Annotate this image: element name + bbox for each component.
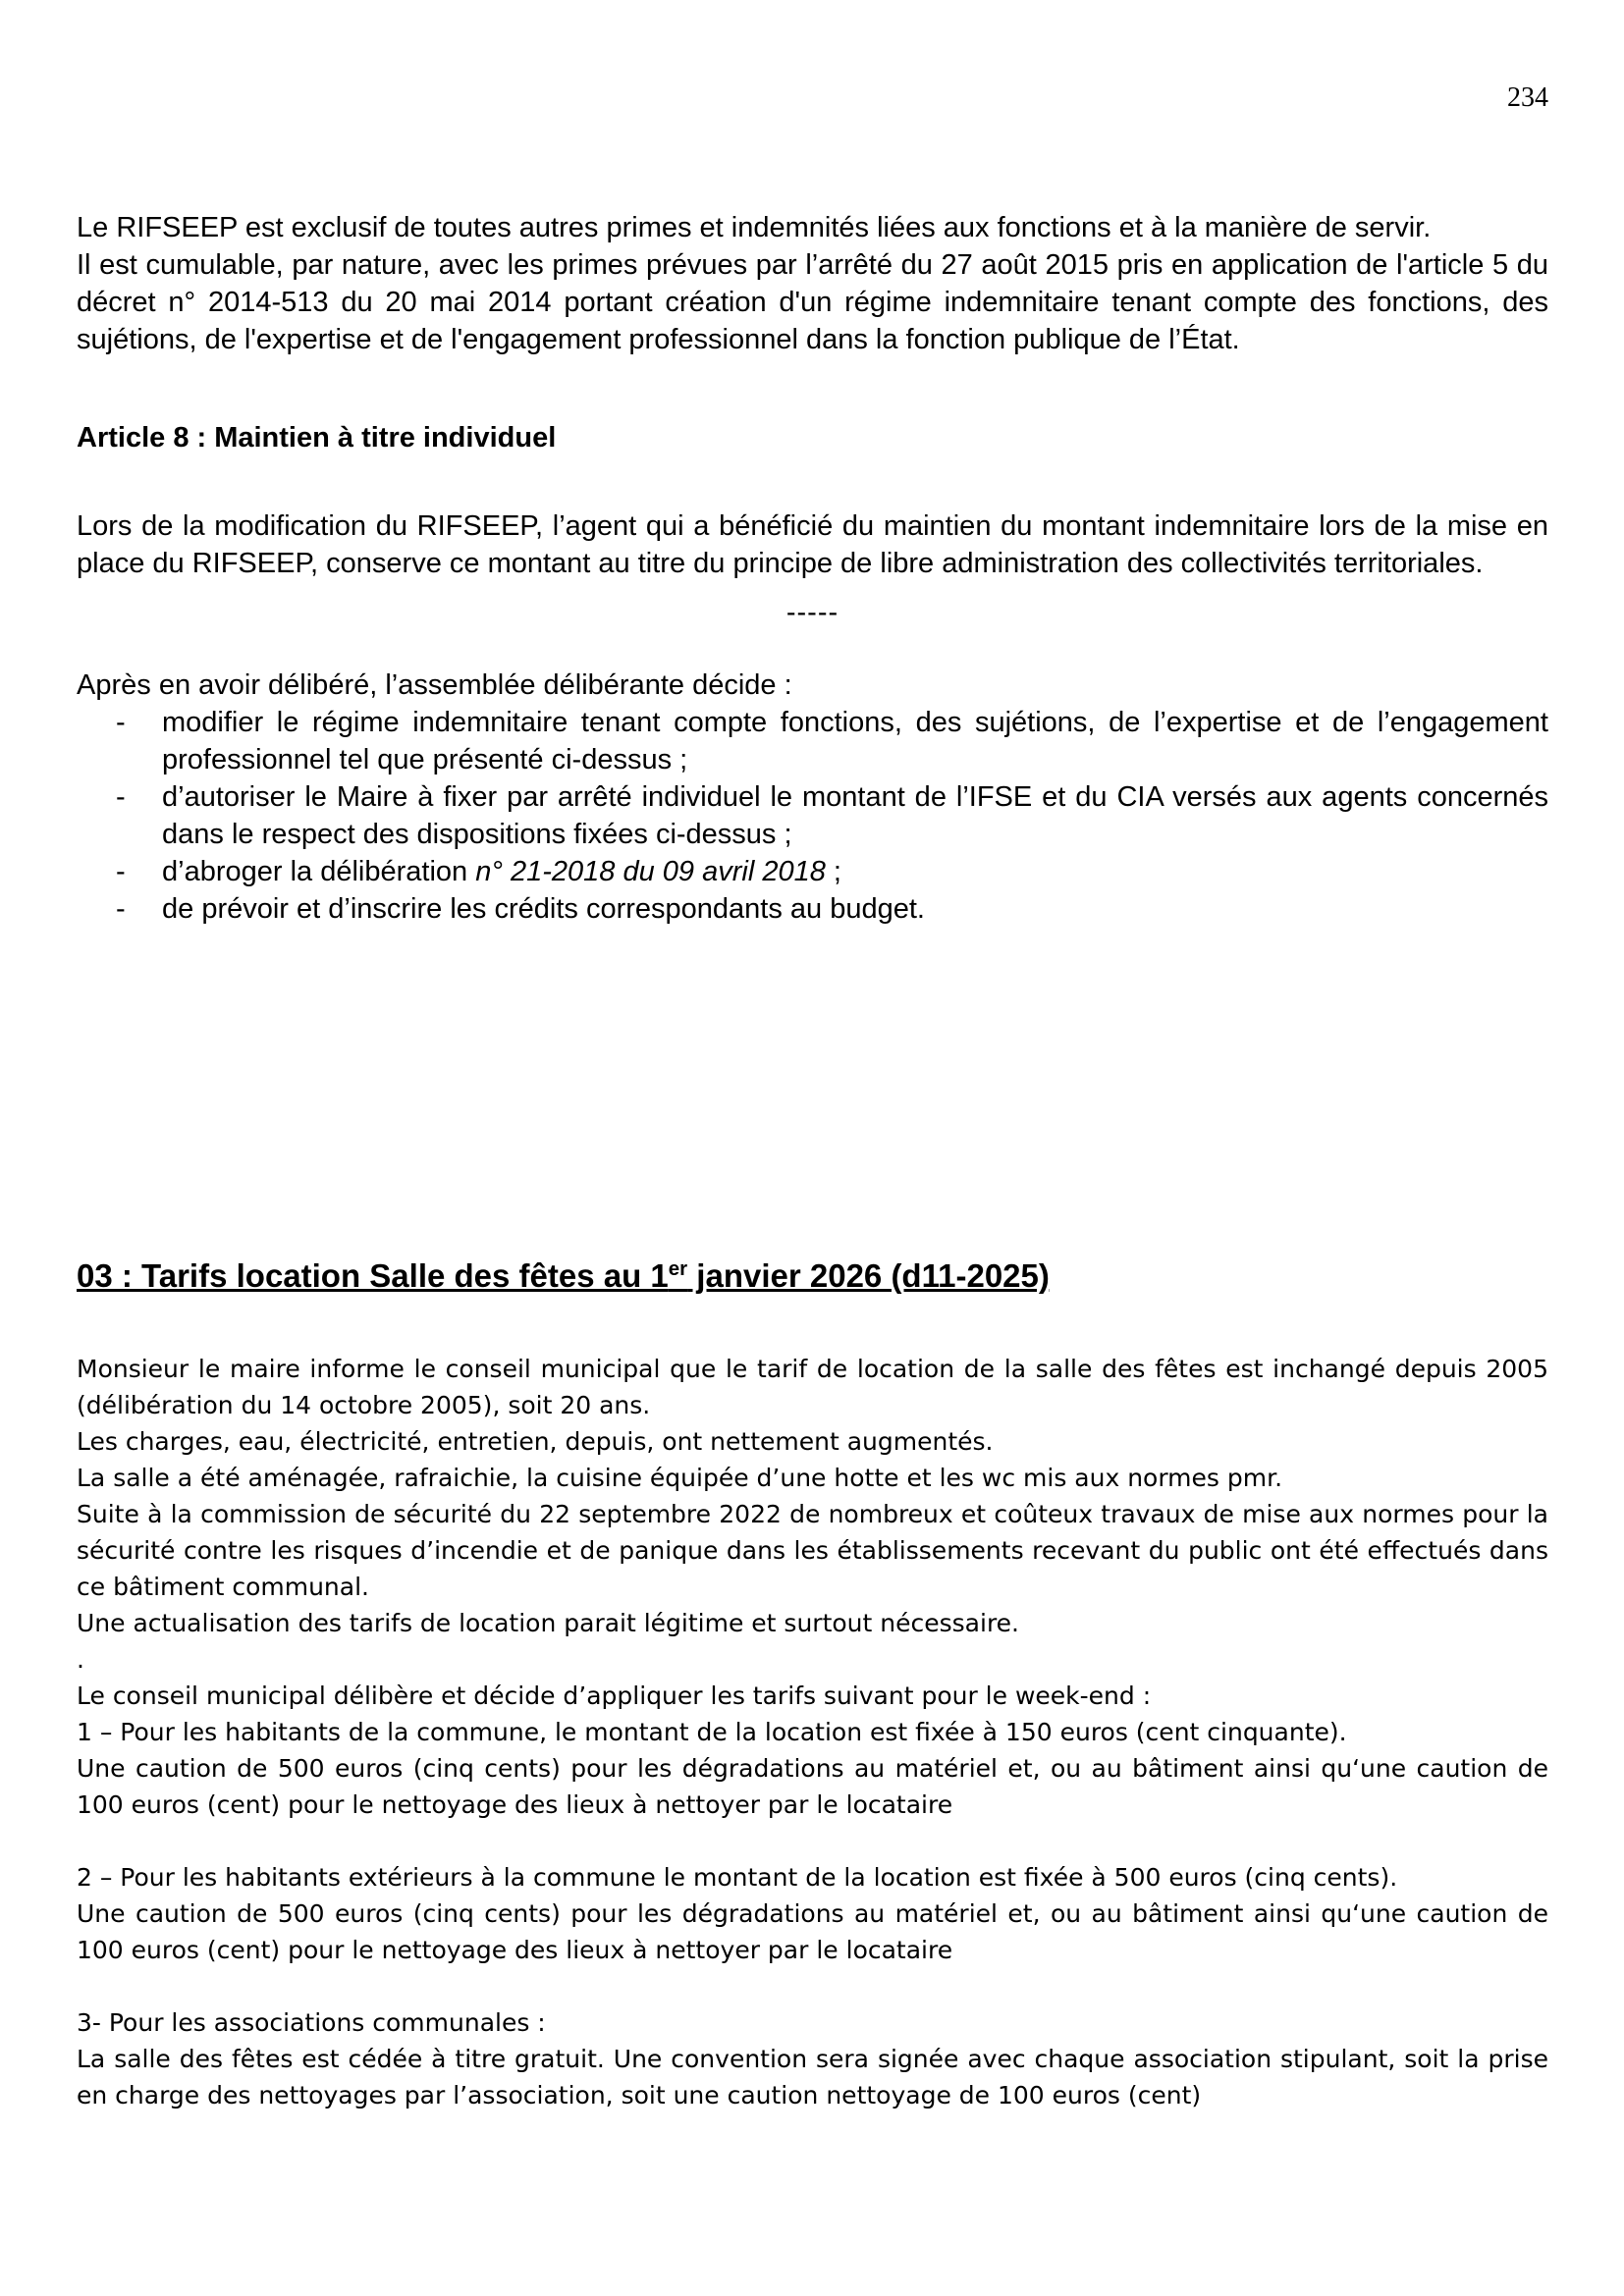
tarifs-paragraph-habitants-exterieurs: 2 – Pour les habitants extérieurs à la commune le montant de la location est fixée à 500 euros (cinq cents). <box>77 1863 1398 1892</box>
decision-item-text-suffix: ; <box>825 856 841 887</box>
tarifs-paragraph-charges: Les charges, eau, électricité, entretien, depuis, ont nettement augmentés. <box>77 1427 994 1456</box>
dash-bullet: - <box>116 856 126 887</box>
tarifs-paragraph-intro: Monsieur le maire informe le conseil municipal que le tarif de location de la salle des fêtes est inchangé depuis 2005 (délibération du 14 octobre 2005), soit 20 ans. <box>77 1355 1548 1419</box>
section-tarifs <box>77 1255 1548 2113</box>
tarifs-paragraph-convention: La salle des fêtes est cédée à titre gratuit. Une convention sera signée avec chaque association stipulant, soit la prise en charge des nettoyages par l’association, soit une caution nettoyage de 100 euros (cent) <box>77 2045 1548 2109</box>
tarifs-paragraph-caution-2: Une caution de 500 euros (cinq cents) pour les dégradations au matériel et, ou au bâtiment ainsi qu‘une caution de 100 euros (cent) pour le nettoyage des lieux à nettoyer par le locataire <box>77 1899 1548 1964</box>
tarifs-heading-suffix: janvier 2026 (d11-2025) <box>687 1257 1050 1294</box>
decision-item-text-prefix: d’abroger la délibération <box>162 856 476 887</box>
tarifs-paragraph-securite: Suite à la commission de sécurité du 22 septembre 2022 de nombreux et coûteux travaux de mise aux normes pour la sécurité contre les risques d’incendie et de panique dans les établissements recevant du public ont été effectués dans ce bâtiment communal. <box>77 1500 1548 1601</box>
decision-item-modifier <box>77 704 1548 778</box>
rifseep-exclusivity-paragraph: Le RIFSEEP est exclusif de toutes autres primes et indemnités liées aux fonctions et à la manière de servir. <box>77 212 1432 243</box>
decision-item-abroger <box>77 853 1548 890</box>
tarifs-paragraph-decision: Le conseil municipal délibère et décide d’appliquer les tarifs suivant pour le week-end : <box>77 1682 1152 1710</box>
article8-paragraph: Lors de la modification du RIFSEEP, l’agent qui a bénéficié du maintien du montant indemnitaire lors de la mise en place du RIFSEEP, conserve ce montant au titre du principe de libre administration des collectivités territoriales. <box>77 510 1548 579</box>
tarifs-paragraph-actualisation: Une actualisation des tarifs de location parait légitime et surtout nécessaire. <box>77 1609 1019 1637</box>
decision-list <box>77 704 1548 928</box>
decision-item-autoriser <box>77 778 1548 853</box>
decision-item-text: d’autoriser le Maire à fixer par arrêté individuel le montant de l’IFSE et du CIA versés aux agents concernés dans le respect des dispositions fixées ci-dessus ; <box>162 781 1548 850</box>
tarifs-paragraph-habitants-commune: 1 – Pour les habitants de la commune, le montant de la location est fixée à 150 euros (cent cinquante). <box>77 1718 1347 1746</box>
tarifs-paragraph-caution-1: Une caution de 500 euros (cinq cents) pour les dégradations au matériel et, ou au bâtiment ainsi qu‘une caution de 100 euros (cent) pour le nettoyage des lieux à nettoyer par le locataire <box>77 1754 1548 1819</box>
page-content <box>77 209 1548 2113</box>
page-number: 234 <box>1507 82 1548 113</box>
tarifs-heading <box>77 1255 1548 1298</box>
tarifs-paragraph-dot: . <box>77 1645 84 1674</box>
decision-item-text: de prévoir et d’inscrire les crédits correspondants au budget. <box>162 893 925 925</box>
dash-bullet: - <box>116 893 126 925</box>
decision-item-prevoir <box>77 890 1548 928</box>
separator-dashes: ----- <box>785 597 839 628</box>
rifseep-cumulable-paragraph: Il est cumulable, par nature, avec les primes prévues par l’arrêté du 27 août 2015 pris en application de l'article 5 du décret n° 2014-513 du 20 mai 2014 portant création d'un régime indemnitaire tenant compte des fonctions, des sujétions, de l'expertise et de l'engagement professionnel dans la fonction publique de l’État. <box>77 249 1548 355</box>
dash-bullet: - <box>116 781 126 813</box>
tarifs-paragraph-associations: 3- Pour les associations communales : <box>77 2008 546 2037</box>
dash-bullet: - <box>116 707 126 738</box>
tarifs-heading-prefix: 03 : Tarifs location Salle des fêtes au 1 <box>77 1257 669 1294</box>
deliberation-intro: Après en avoir délibéré, l’assemblée délibérante décide : <box>77 669 792 701</box>
article8-heading: Article 8 : Maintien à titre individuel <box>77 422 557 454</box>
tarifs-paragraph-salle: La salle a été aménagée, rafraichie, la cuisine équipée d’une hotte et les wc mis aux normes pmr. <box>77 1464 1283 1492</box>
decision-item-text: modifier le régime indemnitaire tenant compte fonctions, des sujétions, de l’expertise et de l’engagement professionnel tel que présenté ci-dessus ; <box>162 707 1548 775</box>
tarifs-heading-superscript: er <box>668 1257 688 1280</box>
section-rifseep <box>77 209 1548 928</box>
decision-item-text-italic: n° 21-2018 du 09 avril 2018 <box>475 856 826 887</box>
